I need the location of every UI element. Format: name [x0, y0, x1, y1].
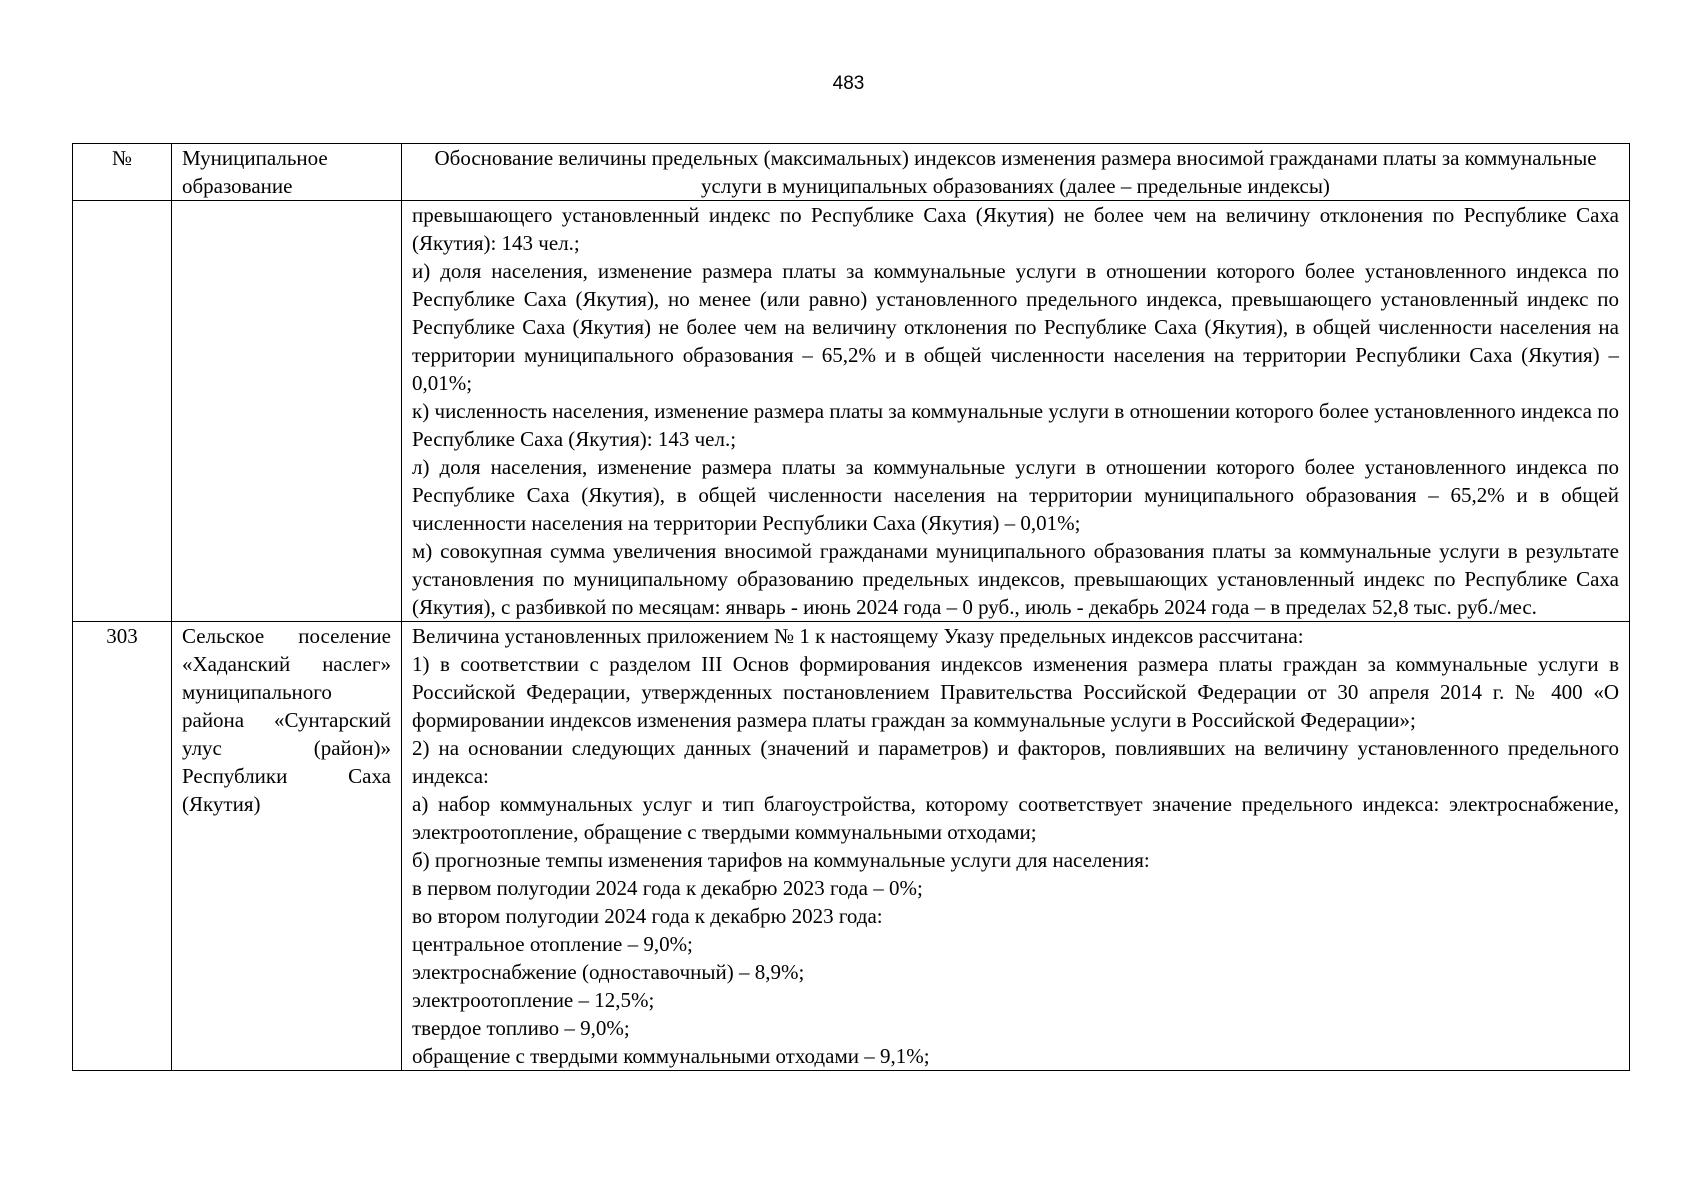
header-justification: Обоснование величины предельных (максимальных) индексов изменения размера вносимой гражданами платы за коммунальные услуги в муниципальных образованиях (далее – предельные индексы) [402, 144, 1630, 201]
paragraph: м) совокупная сумма увеличения вносимой гражданами муниципального образования платы за коммунальные услуги в результате установления по муниципальному образованию предельных индексов, превышающих установленный индекс по Республике Саха (Якутия), с разбивкой по месяцам: январь - июнь 2024 года – 0 руб., июль - декабрь 2024 года – в пределах 52,8 тыс. руб./мес. [412, 539, 1619, 619]
paragraph: к) численность населения, изменение размера платы за коммунальные услуги в отношении которого более установленного индекса по Республике Саха (Якутия): 143 чел.; [412, 399, 1619, 451]
table-header-row [73, 144, 1630, 201]
paragraph: обращение с твердыми коммунальными отходами – 9,1%; [412, 1044, 930, 1068]
cell-number-empty [73, 201, 172, 622]
paragraph: 2) на основании следующих данных (значений и параметров) и факторов, повлиявших на величину установленного предельного индекса: [412, 736, 1619, 788]
paragraph: а) набор коммунальных услуг и тип благоустройства, которому соответствует значение предельного индекса: электроснабжение, электроотопление, обращение с твердыми коммунальными отходами; [412, 792, 1619, 844]
paragraph: в первом полугодии 2024 года к декабрю 2023 года – 0%; [412, 876, 923, 900]
paragraph: 1) в соответствии с разделом III Основ формирования индексов изменения размера платы граждан за коммунальные услуги в Российской Федерации, утвержденных постановлением Правительства Российской Федерации от 30 апреля 2014 г. № 400 «О формировании индексов изменения размера платы граждан за коммунальные услуги в Российской Федерации»; [412, 652, 1619, 732]
table-row-continuation [73, 201, 1630, 622]
paragraph: и) доля населения, изменение размера платы за коммунальные услуги в отношении которого более установленного индекса по Республике Саха (Якутия), но менее (или равно) установленного предельного индекса, превышающего установленный индекс по Республике Саха (Якутия) не более чем на величину отклонения по Республике Саха (Якутия), в общей численности населения на территории муниципального образования – 65,2% и в общей численности населения на территории Республики Саха (Якутия) – 0,01%; [412, 259, 1619, 395]
paragraph: во втором полугодии 2024 года к декабрю 2023 года: [412, 904, 883, 928]
paragraph: превышающего установленный индекс по Республике Саха (Якутия) не более чем на величину отклонения по Республике Саха (Якутия): 143 чел.; [412, 203, 1619, 255]
cell-municipality-empty [172, 201, 402, 622]
cell-number: 303 [73, 622, 172, 1071]
paragraph: твердое топливо – 9,0%; [412, 1016, 630, 1040]
cell-justification-continuation [402, 201, 1630, 622]
page-number: 483 [832, 73, 865, 94]
cell-municipality: Сельское поселение «Хаданский наслег» муниципального района «Сунтарский улус (район)» Республики Саха (Якутия) [172, 622, 402, 1071]
paragraph: л) доля населения, изменение размера платы за коммунальные услуги в отношении которого более установленного индекса по Республике Саха (Якутия), в общей численности населения на территории муниципального образования – 65,2% и в общей численности населения на территории Республики Саха (Якутия) – 0,01%; [412, 455, 1619, 535]
table-row-303 [73, 622, 1630, 1071]
cell-justification [402, 622, 1630, 1071]
paragraph: электроснабжение (одноставочный) – 8,9%; [412, 960, 805, 984]
paragraph: центральное отопление – 9,0%; [412, 932, 693, 956]
paragraph: электроотопление – 12,5%; [412, 988, 655, 1012]
header-municipality: Муниципальное образование [172, 144, 402, 201]
justification-table [72, 143, 1630, 1071]
header-number: № [73, 144, 172, 201]
paragraph: Величина установленных приложением № 1 к настоящему Указу предельных индексов рассчитана: [412, 624, 1304, 648]
paragraph: б) прогнозные темпы изменения тарифов на коммунальные услуги для населения: [412, 848, 1150, 872]
